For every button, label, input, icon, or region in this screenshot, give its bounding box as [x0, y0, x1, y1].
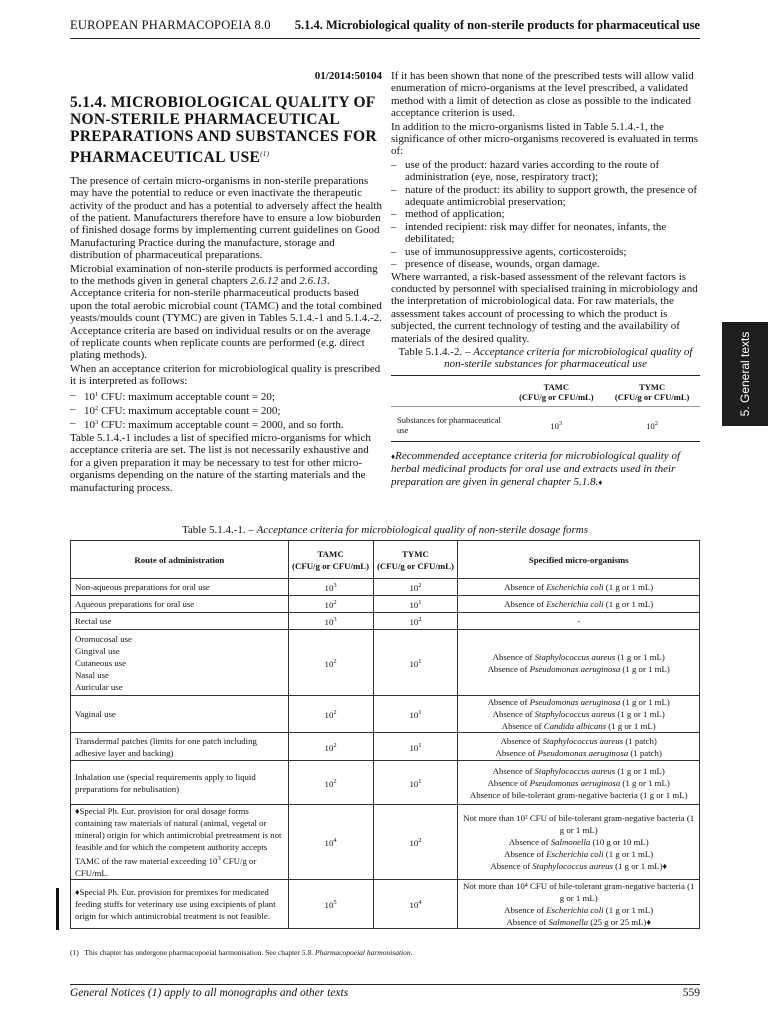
table-row — [71, 630, 700, 696]
exponent: 3 — [217, 855, 221, 862]
text: 10 — [409, 710, 419, 720]
text: 10 — [324, 838, 334, 848]
text: 10 — [324, 900, 334, 910]
right-column — [391, 70, 700, 490]
route-line: Inhalation use (special requirements apply to liquid preparations for nebulisation) — [75, 771, 256, 794]
text: (1 g or 1 mL) — [620, 663, 670, 674]
route-line: Transdermal patches (limits for one patch including adhesive layer and backing) — [75, 735, 257, 758]
tamc-cell — [288, 630, 373, 696]
text: 10 — [324, 658, 334, 669]
exponent: 3 — [558, 419, 563, 427]
exponent: 2 — [418, 837, 422, 844]
route-cell — [71, 761, 289, 805]
tymc-cell — [373, 733, 458, 761]
text: (1 g or 1 mL) — [603, 599, 654, 609]
table-label: Table 5.1.4.-1. – — [181, 524, 257, 536]
text: 10 — [409, 778, 419, 789]
exponent: 2 — [333, 741, 337, 749]
organism-name: Escherichia coli — [546, 599, 604, 609]
text: - — [577, 616, 581, 626]
header-specified: Specified micro-organisms — [458, 541, 700, 579]
text: Absence of — [492, 651, 535, 662]
text: (10 g or 10 mL) — [590, 837, 649, 847]
text: (1 g or 1 mL) — [620, 777, 670, 788]
route-cell — [71, 613, 289, 630]
header-route: Route of administration — [71, 541, 289, 579]
table-label: Table 5.1.4.-2. – — [398, 345, 474, 358]
text: 10 — [409, 838, 419, 848]
text: (CFU/g or CFU/mL) — [376, 560, 454, 571]
table1-caption — [70, 524, 700, 536]
text: (1 g or 1 mL) — [615, 651, 665, 662]
page-number: 559 — [682, 987, 700, 999]
route-cell — [71, 596, 289, 613]
text: 10 — [324, 583, 334, 593]
text: (1 g or 1 mL) — [603, 905, 654, 915]
text: TAMC — [317, 548, 344, 559]
text: 10 — [84, 405, 95, 418]
header-cell — [604, 375, 700, 406]
text: 10 — [324, 710, 334, 720]
exponent: 3 — [95, 419, 99, 427]
specified-cell — [458, 613, 700, 630]
tymc-cell — [373, 696, 458, 733]
text: 10 — [409, 600, 419, 610]
diamond-marker: ♦ — [598, 477, 603, 487]
text: This chapter has undergone pharmacopoeial harmonisation. See chapter — [84, 948, 302, 957]
route-line: Non-aqueous preparations for oral use — [75, 582, 210, 592]
route-line: Oromucosal use — [75, 633, 132, 644]
tamc-cell — [288, 805, 373, 880]
route-cell — [71, 880, 289, 929]
table-row — [71, 596, 700, 613]
route-cell — [71, 630, 289, 696]
organism-name: Escherichia coli — [546, 582, 604, 592]
exponent: 3 — [333, 582, 337, 589]
route-line: Cutaneous use — [75, 657, 127, 668]
organism-name: Escherichia coli — [546, 905, 604, 915]
text: (CFU/g or CFU/mL) — [519, 391, 594, 402]
exponent: 4 — [333, 837, 337, 844]
list-item — [70, 403, 382, 417]
tamc-cell — [288, 880, 373, 929]
text: Absence of — [504, 849, 547, 859]
exponent: 2 — [418, 616, 422, 623]
table2-caption — [391, 346, 700, 371]
text: (1 g or 1 mL) — [606, 721, 656, 731]
text: Absence of — [495, 747, 538, 758]
table-header-row — [71, 541, 700, 579]
exponent: 2 — [654, 419, 658, 427]
text: Not more than 10⁴ CFU of bile-tolerant gram-negative bacteria (1 g or 1 mL) — [462, 881, 695, 903]
text: (CFU/g or CFU/mL) — [292, 560, 370, 571]
tamc-cell — [288, 613, 373, 630]
page-header — [70, 16, 700, 36]
text: 10 — [324, 778, 334, 789]
header-cell — [391, 375, 508, 406]
text: 10 — [324, 600, 334, 610]
text: Absence of — [504, 599, 547, 609]
text: Not more than 10² CFU of bile-tolerant gram-negative bacteria (1 g or 1 mL) — [463, 813, 695, 835]
table-cell — [604, 406, 700, 441]
chapter-ref: 2.6.13 — [299, 275, 327, 287]
text: Absence of — [487, 697, 530, 707]
route-line: Vaginal use — [75, 709, 116, 719]
tamc-cell — [288, 696, 373, 733]
title-footnote-marker: (1) — [260, 149, 270, 158]
exponent: 1 — [95, 390, 99, 398]
exponent: 5 — [333, 899, 337, 906]
text: 10 — [409, 617, 419, 627]
exponent: 2 — [333, 709, 337, 716]
text: and — [278, 275, 300, 287]
tymc-cell — [373, 630, 458, 696]
exponent: 1 — [418, 741, 422, 749]
list-item — [70, 389, 382, 403]
paragraph: Table 5.1.4.-1 includes a list of specified micro-organisms for which acceptance criteria are set. The list is not necessarily exhaustive and for a given preparation it may be necessary to test for other micro-organisms depending on the nature of the starting materials and the manufacturing process. — [70, 431, 371, 494]
organism-name: Salmonella — [550, 837, 591, 847]
organism-name: Pseudomonas aeruginosa — [537, 747, 629, 758]
text: Absence of bile-tolerant gram-negative bacteria (1 g or 1 mL) — [469, 789, 688, 800]
paragraph: Where warranted, a risk-based assessment of the relevant factors is conducted by personnel with specialised training in microbiology and the interpretation of microbiological data. For raw materials, the assessment takes account of processing to which the product is subjected, the current technology of testing and the availability of materials of the desired quality. — [391, 270, 698, 345]
text: Recommended acceptance criteria for microbiological quality of herbal medicinal products for oral use and extracts used in their preparation are given in general chapter 5.1.8. — [391, 449, 680, 488]
exponent: 1 — [418, 777, 422, 785]
header-left: EUROPEAN PHARMACOPOEIA 8.0 — [70, 18, 271, 32]
diamond-marker: ♦ — [391, 451, 396, 461]
organism-name: Candida albicans — [543, 721, 607, 731]
text: TAMC — [543, 381, 569, 392]
tymc-cell — [373, 613, 458, 630]
list-item: – use of immunosuppressive agents, corticosteroids; — [391, 246, 700, 258]
text: 10 — [324, 742, 334, 753]
text: Absence of — [501, 721, 544, 731]
tamc-cell — [288, 579, 373, 596]
text: ♦Special Ph. Eur. provision for premixes for medicated feeding stuffs for veterinary use using excipients of plant origin for which antimicrobial treatment is not feasible. — [75, 887, 276, 921]
text: CFU: maximum acceptable count = 200; — [98, 405, 281, 418]
list-item — [70, 417, 382, 431]
table-caption-text: Acceptance criteria for microbiological quality of non-sterile dosage forms — [256, 524, 589, 536]
exponent: 2 — [333, 657, 337, 665]
list-item: – presence of disease, wounds, organ damage. — [391, 258, 700, 270]
organism-name: Staphylococcus aureus — [534, 765, 616, 776]
tymc-cell — [373, 596, 458, 613]
text: Absence of — [490, 861, 533, 871]
specified-cell — [458, 596, 700, 613]
organism-name: Staphylococcus aureus — [534, 651, 616, 662]
header-tymc — [373, 541, 458, 579]
organism-name: Escherichia coli — [546, 849, 604, 859]
text: Absence of — [506, 917, 549, 927]
evaluation-list — [391, 159, 700, 271]
route-line: Nasal use — [75, 669, 109, 680]
text: (1 g or 1 mL)♦ — [612, 861, 668, 871]
tamc-cell — [288, 733, 373, 761]
document-reference: 01/2014:50104 — [314, 70, 382, 82]
text: Absence of — [504, 905, 547, 915]
tymc-cell — [373, 761, 458, 805]
exponent: 1 — [418, 657, 422, 665]
text: ♦Special Ph. Eur. provision for oral dosage forms containing raw materials of natural (animal, vegetal or mineral) origin for which antimicrobial pretreatment is not feasible and for which the competent authority accepts TAMC of the raw material exceeding 10 — [75, 806, 282, 866]
recommendation-note — [391, 450, 700, 489]
specified-cell — [458, 761, 700, 805]
tamc-cell — [288, 596, 373, 613]
tamc-cell — [288, 761, 373, 805]
text: TYMC — [639, 381, 666, 392]
table-5-1-4-1 — [70, 540, 700, 929]
route-cell — [71, 696, 289, 733]
route-cell — [71, 579, 289, 596]
exponent: 2 — [333, 777, 337, 785]
section-side-tab — [722, 322, 768, 426]
list-item: – intended recipient: risk may differ for neonates, infants, the debilitated; — [391, 221, 700, 246]
table-body — [71, 579, 700, 929]
table-row — [391, 406, 700, 441]
text: 10 — [409, 742, 419, 753]
exponent: 2 — [95, 405, 99, 413]
table-5-1-4-2 — [391, 375, 700, 442]
text: CFU: maximum acceptable count = 20; — [98, 390, 275, 403]
paragraph: If it has been shown that none of the prescribed tests will allow valid enumeration of micro-organisms at the level prescribed, a validated method with a limit of detection as close as possible to the indicated acceptance criterion is used. — [391, 70, 694, 120]
table-row — [71, 880, 700, 929]
paragraph: When an acceptance criterion for microbiological quality is prescribed it is interpreted as follows: — [70, 362, 381, 388]
change-bar — [56, 888, 59, 930]
chapter-title-text: 5.1.4. MICROBIOLOGICAL QUALITY OF NON-STERILE PHARMACEUTICAL PREPARATIONS AND SUBSTANCES FOR PHARMACEUTICAL USE — [70, 94, 377, 166]
text: (CFU/g or CFU/mL) — [614, 391, 690, 402]
list-item: – method of application; — [391, 208, 700, 220]
header-rule — [70, 38, 700, 39]
text: (25 g or 25 mL)♦ — [588, 917, 651, 927]
list-item: – use of the product: hazard varies according to the route of administration (eye, nose, respiratory tract); — [391, 159, 700, 184]
route-line: Rectal use — [75, 616, 112, 626]
text: (1 g or 1 mL) — [615, 765, 665, 776]
chapter-ref: 2.6.12 — [250, 275, 279, 287]
paragraph: The presence of certain micro-organisms in non-sterile preparations may have the potential to reduce or even inactivate the therapeutic activity of the product and has a potential to adversely affect the health of the patient. Manufacturers therefore have to ensure a low bioburden of finished dosage forms by implementing current guidelines on Good Manufacturing Practice during the manufacture, storage and distribution of pharmaceutical preparations. — [70, 174, 382, 262]
table-row — [71, 805, 700, 880]
text: TYMC — [402, 548, 429, 559]
organism-name: Staphylococcus aureus — [534, 709, 616, 719]
text: Absence of — [487, 777, 530, 788]
footnote — [70, 948, 700, 957]
exponent: 1 — [418, 709, 422, 716]
text: 10 — [84, 390, 95, 403]
text: . — [410, 948, 413, 957]
specified-cell — [458, 733, 700, 761]
tymc-cell — [373, 579, 458, 596]
text: (1 g or 1 mL) — [615, 709, 665, 719]
table-row — [71, 761, 700, 805]
organism-name: Pseudomonas aeruginosa — [529, 663, 621, 674]
specified-cell — [458, 880, 700, 929]
text: Absence of — [508, 837, 551, 847]
header-cell — [508, 375, 604, 406]
specified-cell — [458, 696, 700, 733]
route-cell — [71, 733, 289, 761]
chapter-ref: 5.8. Pharmacopoeial harmonisation — [301, 948, 411, 957]
text: CFU/g or CFU/mL. — [75, 856, 257, 878]
left-column — [70, 70, 382, 495]
chapter-title — [70, 95, 382, 166]
table-row — [71, 733, 700, 761]
footnote-number: (1) — [70, 948, 79, 957]
count-list — [70, 389, 382, 432]
text: 10 — [646, 420, 655, 431]
text: Absence of — [492, 709, 535, 719]
organism-name: Salmonella — [548, 917, 589, 927]
table-cell: Substances for pharmaceutical use — [397, 414, 501, 435]
specified-cell — [458, 630, 700, 696]
paragraph — [70, 263, 382, 362]
table-row — [71, 696, 700, 733]
text: Absence of — [487, 663, 530, 674]
text: 10 — [84, 419, 95, 432]
text: Microbial examination of non-sterile products is performed according to the methods given in general chapters — [70, 262, 378, 287]
text: Absence of — [500, 735, 543, 746]
text: 10 — [409, 900, 419, 910]
text: 10 — [550, 420, 559, 431]
table-row — [71, 613, 700, 630]
text: . Acceptance criteria for non-sterile pharmaceutical products based upon the total aerobic microbial count (TAMC) and the total combined yeasts/moulds count (TYMC) are given in Tables 5.1.4.-1 and 5.1.4.-2. Acceptance criteria are based on individual results or on the average of replicate counts when replicate counts are performed (e.g. direct plating methods). — [70, 275, 382, 362]
route-line: Aqueous preparations for oral use — [75, 599, 195, 609]
text: CFU: maximum acceptable count = 2000, and so forth. — [98, 419, 344, 432]
organism-name: Pseudomonas aeruginosa — [529, 697, 621, 707]
organism-name: Staphylococcus aureus — [542, 735, 624, 746]
specified-cell — [458, 805, 700, 880]
table-header-row — [391, 375, 700, 406]
text: (1 g or 1 mL) — [603, 849, 654, 859]
tymc-cell — [373, 805, 458, 880]
organism-name: Staphylococcus aureus — [532, 861, 613, 871]
table-cell — [508, 406, 604, 441]
text: 10 — [409, 583, 419, 593]
text: (1 g or 1 mL) — [603, 582, 654, 592]
header-tamc — [288, 541, 373, 579]
exponent: 1 — [418, 599, 422, 606]
header-right: 5.1.4. Microbiological quality of non-sterile products for pharmaceutical use — [294, 18, 700, 32]
route-line: Auricular use — [75, 681, 123, 692]
text: Absence of — [492, 765, 535, 776]
text: (1 patch) — [623, 735, 657, 746]
text: 10 — [409, 658, 419, 669]
exponent: 2 — [418, 582, 422, 589]
tymc-cell — [373, 880, 458, 929]
exponent: 2 — [333, 599, 337, 606]
list-item: – nature of the product: its ability to support growth, the presence of adequate antimicrobial preservation; — [391, 184, 700, 209]
organism-name: Pseudomonas aeruginosa — [529, 777, 621, 788]
exponent: 3 — [333, 616, 337, 623]
text: 10 — [324, 617, 334, 627]
text: (1 g or 1 mL) — [620, 697, 670, 707]
route-cell — [71, 805, 289, 880]
specified-cell — [458, 579, 700, 596]
text: (1 patch) — [628, 747, 662, 758]
exponent: 4 — [418, 899, 422, 906]
text: Absence of — [504, 582, 547, 592]
route-line: Gingival use — [75, 645, 120, 656]
table-caption-text: Acceptance criteria for microbiological quality of non-sterile substances for pharmaceutical use — [444, 345, 693, 371]
side-tab-label: 5. General texts — [738, 331, 752, 417]
footer-note: General Notices (1) apply to all monographs and other texts — [70, 987, 349, 999]
table-row — [71, 579, 700, 596]
footer-rule — [70, 984, 700, 985]
paragraph: In addition to the micro-organisms listed in Table 5.1.4.-1, the significance of other micro-organisms recovered is evaluated in terms of: — [391, 120, 699, 158]
